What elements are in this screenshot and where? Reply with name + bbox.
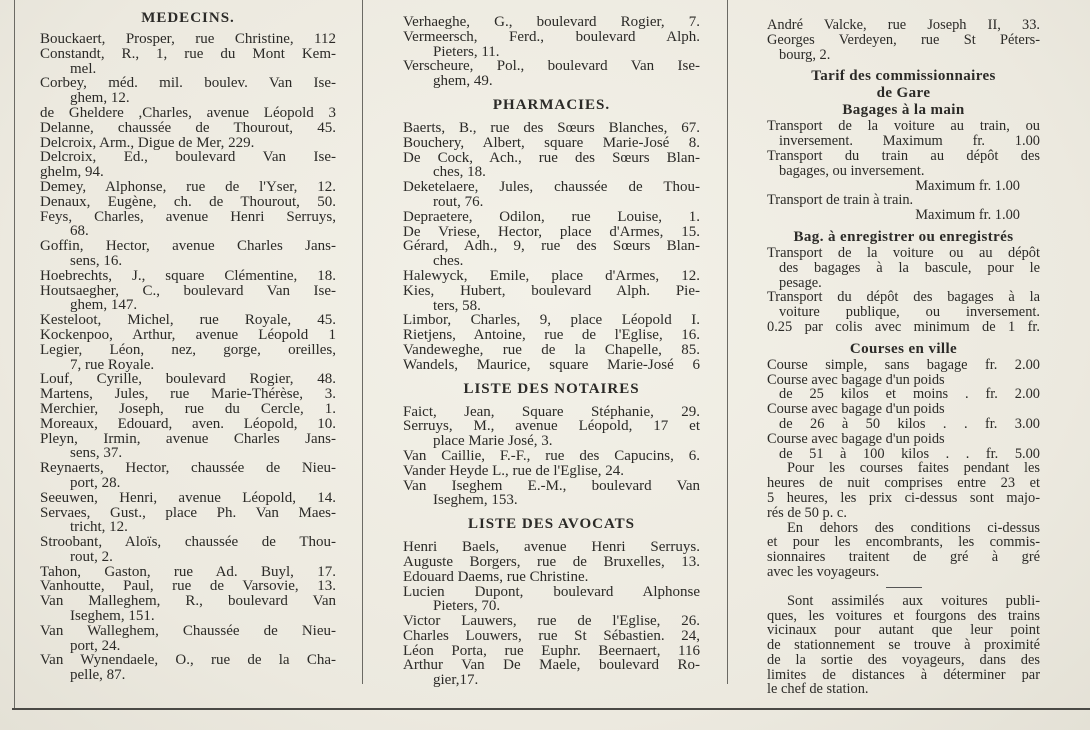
- text-line: pelle, 87.: [70, 667, 126, 684]
- text-line: Bouchery, Albert, square Marie-José 8.: [403, 134, 700, 151]
- text-line: ghem, 147.: [70, 297, 138, 314]
- text-line: Van Walleghem, Chaussée de Nieu-: [40, 622, 336, 639]
- text-line: Edouard Daems, rue Christine.: [403, 568, 589, 585]
- text-line: Pieters, 70.: [433, 598, 501, 615]
- text-line: ghem, 12.: [70, 90, 130, 107]
- text-line: Transport de la voiture au train, ou: [767, 118, 1040, 135]
- text-line: avec les voyageurs.: [767, 563, 880, 580]
- text-line: Maximum fr. 1.00: [915, 177, 1020, 194]
- text-line: de 25 kilos et moins . fr. 2.00: [779, 386, 1040, 403]
- text-line: 0.25 par colis avec minimum de 1 fr.: [767, 318, 1040, 335]
- text-line: ghelm, 94.: [40, 164, 104, 181]
- text-line: 68.: [70, 223, 89, 240]
- text-line: Transport de la voiture ou au dépôt: [767, 244, 1040, 261]
- text-line: Van Iseghem E.-M., boulevard Van: [403, 477, 700, 494]
- left-border: [14, 0, 15, 708]
- text-line: Course avec bagage d'un poids: [767, 371, 945, 388]
- text-line: de la sortie des voyageurs, dans des: [767, 651, 1040, 668]
- text-line: Henri Baels, avenue Henri Serruys.: [403, 539, 700, 556]
- text-line: Victor Lauwers, rue de l'Eglise, 26.: [403, 613, 700, 630]
- text-line: Sont assimilés aux voitures publi-: [787, 592, 1040, 609]
- section-heading: LISTE DES NOTAIRES: [463, 380, 640, 397]
- text-line: En dehors des conditions ci-dessus: [787, 519, 1040, 536]
- text-line: rout, 76.: [433, 193, 484, 210]
- text-line: Wandels, Maurice, square Marie-José 6: [403, 356, 700, 373]
- text-line: Pieters, 11.: [433, 43, 500, 60]
- text-line: Transport du train au dépôt des: [767, 147, 1040, 164]
- text-line: inversement. Maximum fr. 1.00: [779, 133, 1040, 150]
- text-line: Limbor, Charles, 9, place Léopold I.: [403, 312, 700, 329]
- section-heading: PHARMACIES.: [492, 96, 611, 113]
- text-line: Delcroix, Ed., boulevard Van Ise-: [40, 149, 336, 166]
- text-line: mel.: [70, 60, 97, 77]
- column-tarif-commissionnaires: [767, 18, 1040, 697]
- text-line: Merchier, Joseph, rue du Cercle, 1.: [40, 400, 336, 417]
- column-medecins: [40, 10, 336, 683]
- text-line: Delanne, chaussée de Thourout, 45.: [40, 119, 336, 136]
- text-line: Kockenpoo, Arthur, avenue Léopold 1: [40, 326, 336, 343]
- text-line: et pour les encombrants, les commis-: [767, 534, 1040, 551]
- text-line: Louf, Cyrille, boulevard Rogier, 48.: [40, 371, 336, 388]
- text-line: Faict, Jean, Square Stéphanie, 29.: [403, 403, 700, 420]
- text-line: de 51 à 100 kilos . . fr. 5.00: [779, 445, 1040, 462]
- text-line: Kies, Hubert, boulevard Alph. Pie-: [403, 282, 700, 299]
- text-line: Maximum fr. 1.00: [915, 207, 1020, 224]
- text-line: Course simple, sans bagage fr. 2.00: [767, 356, 1040, 373]
- subsection-heading: de Gare: [876, 85, 931, 102]
- subsection-heading: Tarif des commissionnaires: [811, 68, 996, 85]
- text-line: Demey, Alphonse, rue de l'Yser, 12.: [40, 178, 336, 195]
- text-line: sens, 16.: [70, 252, 123, 269]
- text-line: ches, 18.: [433, 164, 486, 181]
- text-line: Verscheure, Pol., boulevard Van Ise-: [403, 58, 700, 75]
- text-line: Legier, Léon, nez, gorge, oreilles,: [40, 341, 336, 358]
- text-line: Hoebrechts, J., square Clémentine, 18.: [40, 267, 336, 284]
- text-line: Goffin, Hector, avenue Charles Jans-: [40, 238, 336, 255]
- text-line: Tahon, Gaston, rue Ad. Buyl, 17.: [40, 563, 336, 580]
- text-line: Corbey, méd. mil. boulev. Van Ise-: [40, 75, 336, 92]
- text-line: De Cock, Ach., rue des Sœurs Blan-: [403, 149, 700, 166]
- text-line: Verhaeghe, G., boulevard Rogier, 7.: [403, 14, 700, 30]
- subsection-heading: Bag. à enregistrer ou enregistrés: [793, 228, 1014, 245]
- text-line: tricht, 12.: [70, 519, 128, 536]
- text-line: Lucien Dupont, boulevard Alphonse: [403, 583, 700, 600]
- text-line: Rietjens, Antoine, rue de l'Eglise, 16.: [403, 327, 700, 344]
- text-line: Baerts, B., rue des Sœurs Blanches, 67.: [403, 119, 700, 136]
- text-line: 7, rue Royale.: [70, 356, 155, 373]
- text-line: Denaux, Eugène, ch. de Thourout, 50.: [40, 193, 336, 210]
- text-line: 5 heures, les prix ci-dessus sont majo-: [767, 489, 1040, 506]
- text-line: ques, les voitures et fourgons des trains: [767, 607, 1040, 624]
- text-line: Van Caillie, F.-F., rue des Capucins, 6.: [403, 447, 700, 464]
- text-line: port, 24.: [70, 637, 121, 654]
- text-line: Léon Porta, rue Euphr. Beernaert, 116: [403, 642, 700, 659]
- text-line: Servaes, Gust., place Ph. Van Maes-: [40, 504, 336, 521]
- text-line: Vandeweghe, rue de la Chapelle, 85.: [403, 341, 700, 358]
- text-line: voiture publique, ou inversement.: [779, 304, 1040, 321]
- text-line: de Gheldere ,Charles, avenue Léopold 3: [40, 104, 336, 121]
- text-line: Auguste Borgers, rue de Bruxelles, 13.: [403, 553, 700, 570]
- text-line: Course avec bagage d'un poids: [767, 401, 945, 418]
- text-line: ters, 58.: [433, 297, 481, 314]
- text-line: Stroobant, Aloïs, chaussée de Thou-: [40, 534, 336, 551]
- bottom-rule: [12, 708, 1090, 710]
- text-line: vicinaux pour autant que leur point: [767, 622, 1040, 639]
- column-divider: [727, 0, 728, 684]
- text-line: bagages, ou inversement.: [779, 162, 925, 179]
- separator-rule: [886, 587, 922, 588]
- text-line: Deketelaere, Jules, chaussée de Thou-: [403, 179, 700, 196]
- text-line: Van Wynendaele, O., rue de la Cha-: [40, 652, 336, 669]
- text-line: ghem, 49.: [433, 73, 493, 90]
- text-line: Feys, Charles, avenue Henri Serruys,: [40, 208, 336, 225]
- text-line: Iseghem, 153.: [433, 492, 518, 509]
- text-line: Iseghem, 151.: [70, 608, 155, 625]
- text-line: Vanhoutte, Paul, rue de Varsovie, 13.: [40, 578, 336, 595]
- column-divider: [362, 0, 363, 684]
- section-heading: LISTE DES AVOCATS: [467, 516, 636, 533]
- text-line: Kesteloot, Michel, rue Royale, 45.: [40, 312, 336, 329]
- text-line: Martens, Jules, rue Marie-Thérèse, 3.: [40, 386, 336, 403]
- text-line: gier,17.: [433, 672, 479, 689]
- text-line: Arthur Van De Maele, boulevard Ro-: [403, 657, 700, 674]
- text-line: Course avec bagage d'un poids: [767, 430, 945, 447]
- text-line: Delcroix, Arm., Digue de Mer, 229.: [40, 134, 255, 151]
- text-line: pesage.: [779, 274, 822, 291]
- text-line: Houtsaegher, C., boulevard Van Ise-: [40, 282, 336, 299]
- text-line: Reynaerts, Hector, chaussée de Nieu-: [40, 460, 336, 477]
- text-line: De Vriese, Hector, place d'Armes, 15.: [403, 223, 700, 240]
- text-line: bourg, 2.: [779, 46, 831, 63]
- text-line: le chef de station.: [767, 681, 869, 698]
- text-line: Pour les courses faites pendant les: [787, 460, 1040, 477]
- text-line: Halewyck, Emile, place d'Armes, 12.: [403, 267, 700, 284]
- text-line: ches.: [433, 253, 464, 270]
- text-line: sionnaires traitent de gré à gré: [767, 549, 1040, 566]
- text-line: Transport de train à train.: [767, 192, 914, 209]
- text-line: port, 28.: [70, 474, 121, 491]
- text-line: Constandt, R., 1, rue du Mont Kem-: [40, 45, 336, 62]
- text-line: des bagages à la bascule, pour le: [779, 259, 1040, 276]
- section-heading: MEDECINS.: [141, 10, 235, 26]
- text-line: Charles Louwers, rue St Sébastien. 24,: [403, 627, 700, 644]
- text-line: place Marie José, 3.: [433, 433, 553, 450]
- text-line: Georges Verdeyen, rue St Péters-: [767, 31, 1040, 48]
- text-line: Transport du dépôt des bagages à la: [767, 289, 1040, 306]
- text-line: Vermeersch, Ferd., boulevard Alph.: [403, 28, 700, 45]
- text-line: de 26 à 50 kilos . . fr. 3.00: [779, 415, 1040, 432]
- text-line: Gérard, Adh., 9, rue des Sœurs Blan-: [403, 238, 700, 255]
- text-line: Moreaux, Edouard, aven. Léopold, 10.: [40, 415, 336, 432]
- text-line: de stationnement se trouve à proximité: [767, 637, 1040, 654]
- text-line: Depraetere, Odilon, rue Louise, 1.: [403, 208, 700, 225]
- text-line: Serruys, M., avenue Léopold, 17 et: [403, 418, 700, 435]
- text-line: Vander Heyde L., rue de l'Eglise, 24.: [403, 462, 624, 479]
- subsection-heading: Courses en ville: [849, 340, 958, 357]
- text-line: André Valcke, rue Joseph II, 33.: [767, 17, 1040, 33]
- text-line: Bouckaert, Prosper, rue Christine, 112: [40, 31, 336, 47]
- text-line: sens, 37.: [70, 445, 123, 462]
- subsection-heading: Bagages à la main: [842, 102, 965, 119]
- text-line: Pleyn, Irmin, avenue Charles Jans-: [40, 430, 336, 447]
- text-line: limites de distances à déterminer par: [767, 666, 1040, 683]
- text-line: Van Malleghem, R., boulevard Van: [40, 593, 336, 610]
- text-line: rout, 2.: [70, 548, 113, 565]
- column-pharmacies-notaires-avocats: [403, 15, 700, 688]
- text-line: rés de 50 p. c.: [767, 504, 847, 521]
- text-line: Seeuwen, Henri, avenue Léopold, 14.: [40, 489, 336, 506]
- text-line: heures de nuit comprises entre 23 et: [767, 475, 1040, 492]
